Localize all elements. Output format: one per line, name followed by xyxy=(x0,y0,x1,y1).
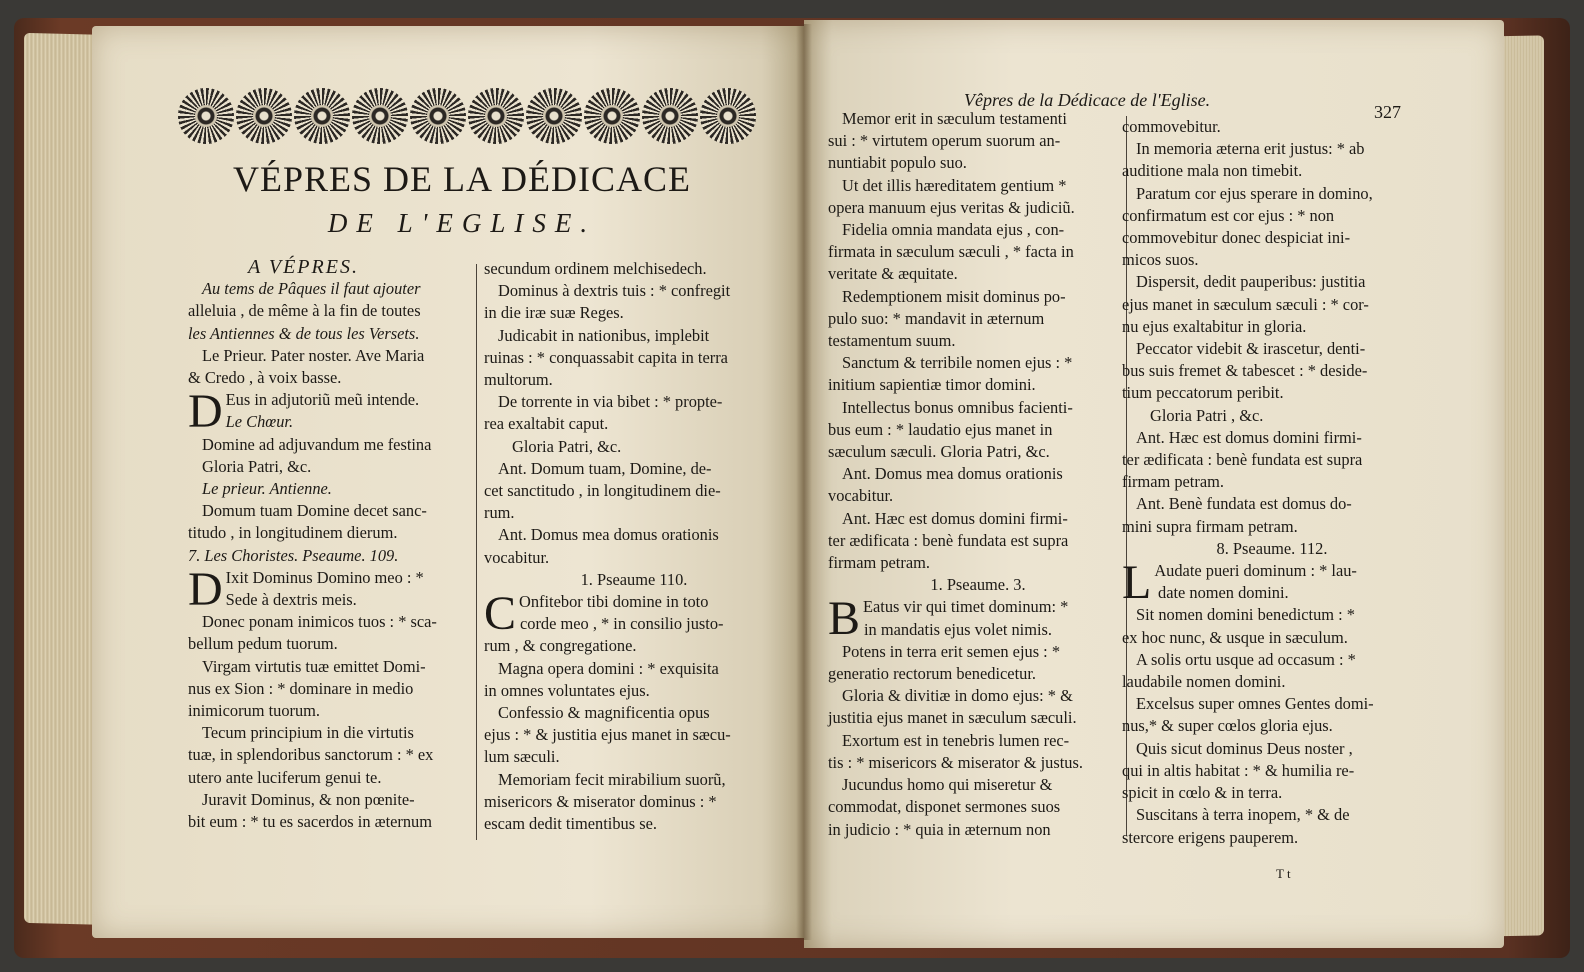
line-text: A solis ortu usque ad occasum : * xyxy=(1136,649,1356,669)
line-text: les Antiennes & de tous les Versets. xyxy=(188,323,420,343)
column-rule xyxy=(476,264,477,840)
line-text: bus eum : * laudatio ejus manet in xyxy=(828,419,1053,439)
text-line xyxy=(1122,471,1422,493)
line-text: ejus manet in sæculum sæculi : * cor- xyxy=(1122,294,1369,314)
line-text: escam dedit timentibus se. xyxy=(484,814,657,834)
line-text: confirmatum est cor ejus : * non xyxy=(1122,205,1335,225)
line-text: Virgam virtutis tuæ emittet Domi- xyxy=(202,656,426,676)
line-text: tuæ, in splendoribus sanctorum : * ex xyxy=(188,745,434,765)
line-text: firmam petram. xyxy=(828,553,930,573)
line-text: Gloria & divitiæ in domo ejus: * & xyxy=(842,686,1073,706)
text-line xyxy=(828,485,1128,507)
text-line xyxy=(1122,427,1422,449)
rosette-icon xyxy=(584,88,640,144)
line-text: inimicorum tuorum. xyxy=(188,701,321,721)
rosette-icon xyxy=(236,88,292,144)
page-number: 327 xyxy=(1374,102,1401,122)
text-line xyxy=(484,413,784,435)
line-text: utero ante luciferum genui te. xyxy=(188,767,382,787)
rosette-icon xyxy=(410,88,466,144)
line-text: Memor erit in sæculum testamenti xyxy=(842,109,1067,128)
text-line xyxy=(484,524,784,546)
line-text: Ant. Domum tuam, Domine, de- xyxy=(498,458,712,478)
text-line xyxy=(828,796,1128,818)
text-line xyxy=(1122,316,1422,338)
text-line xyxy=(828,819,1128,841)
rosette-icon xyxy=(526,88,582,144)
text-line xyxy=(828,463,1128,485)
text-line xyxy=(484,658,784,680)
text-line xyxy=(828,374,1128,396)
line-text: Dispersit, dedit pauperibus: justitia xyxy=(1136,272,1366,292)
line-text: pulo suo: * mandavit in æternum xyxy=(828,308,1045,328)
text-line xyxy=(484,280,784,302)
text-line xyxy=(828,352,1128,374)
line-text: Sit nomen domini benedictum : * xyxy=(1136,605,1355,625)
line-text: vocabitur. xyxy=(484,547,550,567)
line-text: Ant. Domus mea domus orationis xyxy=(842,464,1063,484)
text-line xyxy=(1122,538,1422,560)
line-text: 7. Les Choristes. Pseaume. 109. xyxy=(188,545,399,565)
book-gutter xyxy=(796,24,812,940)
line-text: ter ædificata : benè fundata est supra xyxy=(1122,450,1363,470)
signature-mark: T t xyxy=(1276,866,1291,881)
line-text: Quis sicut dominus Deus noster , xyxy=(1136,738,1353,758)
line-text: Sede à dextris meis. xyxy=(225,590,357,610)
line-text: Ant. Hæc est domus domini firmi- xyxy=(842,508,1068,528)
left-page xyxy=(92,26,804,938)
line-text: multorum. xyxy=(484,370,553,390)
line-text: spicit in cœlo & in terra. xyxy=(1122,783,1283,803)
line-text: tis : * misericors & miserator & justus. xyxy=(828,752,1083,772)
text-line xyxy=(828,641,1128,663)
text-line xyxy=(828,108,1128,130)
text-line xyxy=(1122,271,1422,293)
text-line xyxy=(484,458,784,480)
text-line xyxy=(1122,627,1422,649)
line-text: Paratum cor ejus sperare in domino, xyxy=(1136,183,1373,203)
text-line xyxy=(1122,449,1422,471)
text-line xyxy=(484,680,784,702)
line-text: Fidelia omnia mandata ejus , con- xyxy=(842,220,1065,240)
text-line xyxy=(484,746,784,768)
text-line xyxy=(828,419,1128,441)
text-line xyxy=(828,663,1128,685)
text-line xyxy=(828,308,1128,330)
text-line xyxy=(828,707,1128,729)
text-line xyxy=(828,574,1128,596)
text-line xyxy=(1122,516,1422,538)
line-text: Magna opera domini : * exquisita xyxy=(498,658,719,678)
line-text: commovebitur. xyxy=(1122,117,1221,136)
text-line xyxy=(828,441,1128,463)
text-line xyxy=(828,397,1128,419)
text-line xyxy=(484,769,784,791)
text-line xyxy=(1122,782,1422,804)
text-line xyxy=(828,685,1128,707)
line-text: tium peccatorum peribit. xyxy=(1122,383,1284,403)
line-text: opera manuum ejus veritas & judiciũ. xyxy=(828,197,1075,217)
line-text: auditione mala non timebit. xyxy=(1122,161,1303,181)
line-text: Suscitans à terra inopem, * & de xyxy=(1136,805,1350,825)
text-line xyxy=(1122,827,1422,849)
line-text: Eatus vir qui timet dominum: * xyxy=(863,597,1069,617)
drop-cap: D xyxy=(188,385,223,439)
line-text: date nomen domini. xyxy=(1158,583,1289,603)
line-text: Le Chœur. xyxy=(225,412,294,432)
line-text: veritate & æquitate. xyxy=(828,264,958,284)
line-text: in judicio : * quia in æternum non xyxy=(828,819,1051,839)
line-text: Peccator videbit & irascetur, denti- xyxy=(1136,339,1366,359)
line-text: ex hoc nunc, & usque in sæculum. xyxy=(1122,627,1348,647)
line-text: Ant. Domus mea domus orationis xyxy=(498,525,719,545)
text-line xyxy=(828,197,1128,219)
text-line xyxy=(828,130,1128,152)
right-column-2 xyxy=(1122,116,1422,849)
line-text: lum sæculi. xyxy=(484,747,560,767)
drop-cap: L xyxy=(1122,556,1152,610)
rosette-icon xyxy=(468,88,524,144)
text-line xyxy=(828,330,1128,352)
text-line xyxy=(1122,804,1422,826)
line-text: Domine ad adjuvandum me festina xyxy=(202,434,432,454)
text-line xyxy=(484,635,784,657)
line-text: in omnes voluntates ejus. xyxy=(484,680,650,700)
line-text: rea exaltabit caput. xyxy=(484,414,609,434)
text-line xyxy=(1122,582,1422,604)
line-text: Redemptionem misit dominus po- xyxy=(842,286,1066,306)
text-line xyxy=(484,791,784,813)
text-line xyxy=(1122,405,1422,427)
drop-cap: C xyxy=(484,587,517,641)
text-line xyxy=(828,286,1128,308)
line-text: nus ex Sion : * dominare in medio xyxy=(188,678,414,698)
line-text: Ant. Hæc est domus domini firmi- xyxy=(1136,427,1362,447)
rosette-icon xyxy=(352,88,408,144)
text-line xyxy=(1122,360,1422,382)
line-text: Ut det illis hæreditatem gentium * xyxy=(842,175,1067,195)
line-text: Ixit Dominus Domino meo : * xyxy=(225,567,424,587)
line-text: Excelsus super omnes Gentes domi- xyxy=(1136,694,1374,714)
text-line xyxy=(1122,205,1422,227)
rosette-icon xyxy=(178,88,234,144)
text-line xyxy=(484,325,784,347)
line-text: commodat, disponet sermones suos xyxy=(828,797,1061,817)
line-text: & Credo , à voix basse. xyxy=(188,368,342,388)
text-line xyxy=(1122,382,1422,404)
line-text: nuntiabit populo suo. xyxy=(828,153,967,173)
text-line xyxy=(1122,294,1422,316)
line-text: bellum pedum tuorum. xyxy=(188,634,338,654)
line-text: alleluia , de même à la fin de toutes xyxy=(188,301,421,321)
line-text: in die iræ suæ Reges. xyxy=(484,303,624,323)
text-line xyxy=(828,508,1128,530)
line-text: Gloria Patri , &c. xyxy=(1150,405,1264,425)
line-text: Potens in terra erit semen ejus : * xyxy=(842,641,1061,661)
line-text: Jucundus homo qui miseretur & xyxy=(842,775,1053,795)
text-line xyxy=(1122,227,1422,249)
text-line xyxy=(1122,671,1422,693)
text-line xyxy=(484,369,784,391)
right-column-1 xyxy=(828,108,1128,841)
text-line xyxy=(1122,604,1422,626)
line-text: Juravit Dominus, & non pœnite- xyxy=(202,789,415,809)
line-text: 8. Pseaume. 112. xyxy=(1216,538,1328,558)
line-text: laudabile nomen domini. xyxy=(1122,672,1286,692)
line-text: misericors & miserator dominus : * xyxy=(484,791,717,811)
left-column-2 xyxy=(484,258,784,835)
line-text: Au tems de Pâques il faut ajouter xyxy=(202,279,421,299)
text-line xyxy=(1122,160,1422,182)
line-text: Eus in adjutoriũ meũ intende. xyxy=(225,390,420,410)
line-text: sæculum sæculi. Gloria Patri, &c. xyxy=(828,442,1050,462)
page-title: VÉPRES DE LA DÉDICACE xyxy=(232,159,691,199)
text-line xyxy=(1122,715,1422,737)
line-text: ejus : * & justitia ejus manet in sæcu- xyxy=(484,725,731,745)
text-line xyxy=(828,774,1128,796)
text-line xyxy=(484,302,784,324)
text-line xyxy=(828,752,1128,774)
line-text: rum , & congregatione. xyxy=(484,636,637,656)
line-text: Dominus à dextris tuis : * confregit xyxy=(498,281,731,301)
line-text: cet sanctitudo , in longitudinem die- xyxy=(484,481,721,501)
text-line xyxy=(484,347,784,369)
line-text: Donec ponam inimicos tuos : * sca- xyxy=(202,612,437,632)
text-line xyxy=(1122,760,1422,782)
text-line xyxy=(1122,738,1422,760)
line-text: mini supra firmam petram. xyxy=(1122,516,1298,536)
text-line xyxy=(1122,138,1422,160)
line-text: Le Prieur. Pater noster. Ave Maria xyxy=(202,345,425,365)
line-text: 1. Pseaume 110. xyxy=(580,569,688,589)
line-text: qui in altis habitat : * & humilia re- xyxy=(1122,760,1355,780)
text-line xyxy=(828,619,1128,641)
text-line xyxy=(484,813,784,835)
text-line xyxy=(828,552,1128,574)
text-line xyxy=(1122,116,1422,138)
text-line xyxy=(1122,338,1422,360)
text-line xyxy=(484,391,784,413)
text-line xyxy=(1122,249,1422,271)
line-text: Domum tuam Domine decet sanc- xyxy=(202,501,427,521)
rosette-icon xyxy=(642,88,698,144)
line-text: initium sapientiæ timor domini. xyxy=(828,375,1036,395)
text-line xyxy=(828,730,1128,752)
line-text: corde meo , * in consilio justo- xyxy=(520,614,724,634)
rosette-ornament-band xyxy=(178,88,756,148)
text-line xyxy=(484,436,784,458)
text-line xyxy=(828,241,1128,263)
line-text: Audate pueri dominum : * lau- xyxy=(1154,561,1357,581)
text-line xyxy=(828,175,1128,197)
text-line xyxy=(828,530,1128,552)
line-text: A VÉPRES. xyxy=(248,256,359,278)
line-text: titudo , in longitudinem dierum. xyxy=(188,523,398,543)
line-text: generatio rectorum benedicetur. xyxy=(828,664,1036,684)
line-text: ruinas : * conquassabit capita in terra xyxy=(484,347,728,367)
line-text: Le prieur. Antienne. xyxy=(202,479,332,499)
text-line xyxy=(1122,183,1422,205)
line-text: bus suis fremet & tabescet : * deside- xyxy=(1122,361,1368,381)
line-text: firmata in sæculum sæculi , * facta in xyxy=(828,242,1074,262)
right-page xyxy=(804,20,1504,948)
text-line xyxy=(1122,649,1422,671)
line-text: Ant. Benè fundata est domus do- xyxy=(1136,494,1352,514)
line-text: vocabitur. xyxy=(828,486,894,506)
text-line xyxy=(828,219,1128,241)
line-text: in mandatis ejus volet nimis. xyxy=(864,619,1053,639)
line-text: commovebitur donec despiciat ini- xyxy=(1122,228,1351,248)
rosette-icon xyxy=(294,88,350,144)
line-text: Onfitebor tibi domine in toto xyxy=(519,592,709,612)
line-text: Gloria Patri, &c. xyxy=(512,436,622,456)
line-text: 1. Pseaume. 3. xyxy=(930,575,1026,595)
page-subtitle: DE L'EGLISE. xyxy=(327,208,597,238)
line-text: Confessio & magnificentia opus xyxy=(498,703,710,723)
text-line xyxy=(484,613,784,635)
drop-cap: D xyxy=(188,562,223,616)
text-line xyxy=(828,152,1128,174)
line-text: Tecum principium in die virtutis xyxy=(202,723,414,743)
line-text: bit eum : * tu es sacerdos in æternum xyxy=(188,812,432,832)
text-line xyxy=(484,702,784,724)
line-text: stercore erigens pauperem. xyxy=(1122,827,1299,847)
line-text: Exortum est in tenebris lumen rec- xyxy=(842,730,1070,750)
line-text: firmam petram. xyxy=(1122,472,1224,492)
text-line xyxy=(828,263,1128,285)
line-text: Gloria Patri, &c. xyxy=(202,456,312,476)
text-line xyxy=(484,502,784,524)
line-text: secundum ordinem melchisedech. xyxy=(484,259,707,278)
text-line xyxy=(484,724,784,746)
line-text: micos suos. xyxy=(1122,250,1199,270)
line-text: justitia ejus manet in sæculum sæculi. xyxy=(828,708,1077,728)
line-text: ter ædificata : benè fundata est supra xyxy=(828,530,1069,550)
text-line xyxy=(484,258,784,280)
line-text: Sanctum & terribile nomen ejus : * xyxy=(842,353,1073,373)
line-text: nu ejus exaltabitur in gloria. xyxy=(1122,316,1307,336)
drop-cap: B xyxy=(828,592,861,646)
text-line xyxy=(1122,693,1422,715)
text-line xyxy=(1122,493,1422,515)
line-text: Memoriam fecit mirabilium suorũ, xyxy=(498,769,726,789)
running-head: Vêpres de la Dédicace de l'Eglise. xyxy=(964,90,1211,110)
line-text: rum. xyxy=(484,503,515,523)
text-line xyxy=(484,547,784,569)
rosette-icon xyxy=(700,88,756,144)
line-text: In memoria æterna erit justus: * ab xyxy=(1136,139,1365,159)
line-text: De torrente in via bibet : * propte- xyxy=(498,392,723,412)
line-text: Intellectus bonus omnibus facienti- xyxy=(842,397,1073,417)
line-text: Judicabit in nationibus, implebit xyxy=(498,325,710,345)
text-line xyxy=(484,569,784,591)
text-line xyxy=(484,480,784,502)
line-text: testamentum suum. xyxy=(828,331,956,351)
line-text: nus,* & super cœlos gloria ejus. xyxy=(1122,716,1333,736)
line-text: sui : * virtutem operum suorum an- xyxy=(828,131,1061,151)
